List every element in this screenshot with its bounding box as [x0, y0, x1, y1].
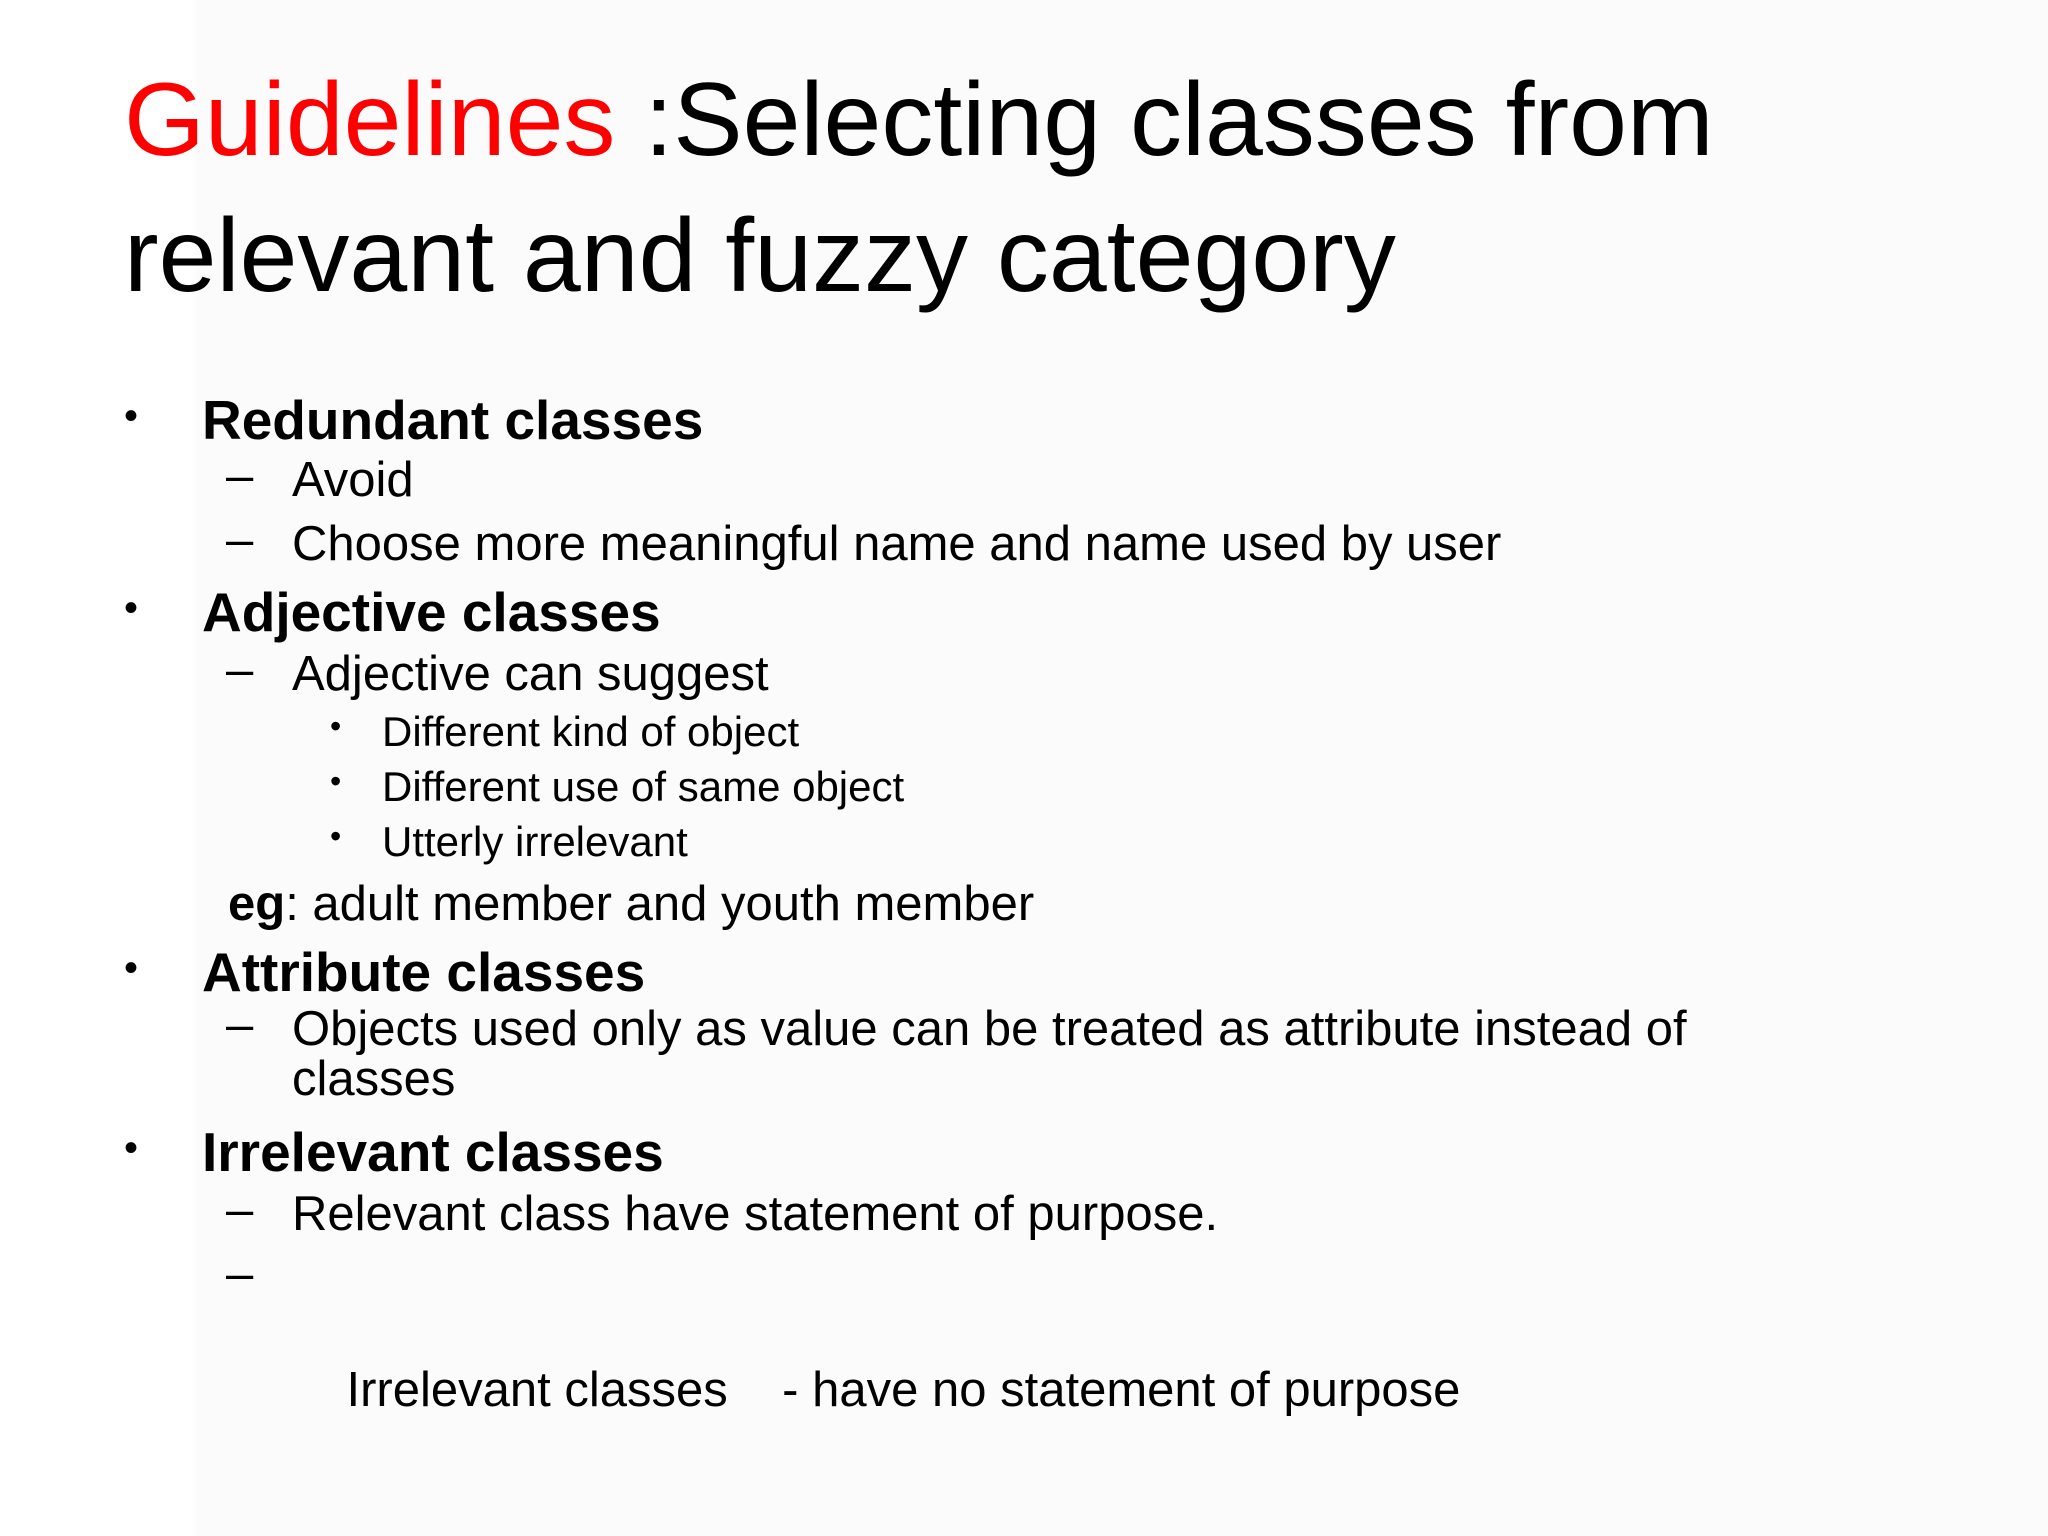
- dash-icon: –: [226, 1183, 254, 1237]
- subpoint-text: Avoid: [292, 453, 414, 507]
- subsubpoint-different-kind: [330, 708, 799, 756]
- subsubpoint-text: Utterly irrelevant: [382, 818, 688, 865]
- bullet-icon: •: [124, 586, 139, 630]
- heading-attribute-classes: Attribute classes: [202, 941, 646, 1003]
- bullet-attribute-classes: [124, 940, 645, 1004]
- example-label: eg: [228, 877, 286, 931]
- subsubpoint-utterly-irrelevant: [330, 818, 688, 866]
- bullet-irrelevant-classes: [124, 1120, 664, 1184]
- subpoint-relevant-purpose: [226, 1183, 1219, 1242]
- subpoint-avoid: [226, 449, 414, 508]
- heading-irrelevant-classes: Irrelevant classes: [202, 1121, 664, 1183]
- bullet-icon: •: [330, 818, 342, 854]
- dash-icon: –: [226, 513, 254, 567]
- heading-adjective-classes: Adjective classes: [202, 581, 661, 643]
- subsubpoint-different-use: [330, 763, 904, 811]
- bullet-icon: •: [124, 946, 139, 990]
- bullet-icon: •: [330, 763, 342, 799]
- subpoint-text: Objects used only as value can be treated as attribute instead of classes: [292, 1002, 1687, 1106]
- subpoint-text: Irrelevant classes - have no statement of purpose: [346, 1363, 1461, 1417]
- subsubpoint-text: Different use of same object: [382, 763, 905, 810]
- example-line: [228, 876, 1034, 932]
- subpoint-text: Adjective can suggest: [292, 647, 769, 701]
- title-accent: Guidelines: [124, 62, 616, 178]
- dash-icon: –: [226, 998, 254, 1052]
- dash-icon: –: [226, 1247, 254, 1301]
- example-text: : adult member and youth member: [285, 877, 1035, 931]
- dash-icon: –: [226, 449, 254, 503]
- dash-icon: –: [226, 643, 254, 697]
- subpoint-irrelevant-no-purpose: [226, 1247, 1461, 1474]
- subpoint-text: Relevant class have statement of purpose.: [292, 1187, 1219, 1241]
- bullet-icon: •: [330, 708, 342, 744]
- title-rest: :Selecting classes from relevant and fuzzy category: [124, 62, 1714, 314]
- bullet-icon: •: [124, 394, 139, 438]
- heading-redundant-classes: Redundant classes: [202, 389, 704, 451]
- subpoint-objects-as-value: [226, 998, 1786, 1106]
- bullet-redundant-classes: [124, 388, 703, 452]
- subpoint-choose-name: [226, 513, 1502, 572]
- subpoint-adjective-suggest: [226, 643, 769, 702]
- slide-title: [124, 52, 1924, 324]
- bullet-adjective-classes: [124, 580, 661, 644]
- subpoint-text: Choose more meaningful name and name used by user: [292, 517, 1502, 571]
- subsubpoint-text: Different kind of object: [382, 708, 800, 755]
- bullet-icon: •: [124, 1126, 139, 1170]
